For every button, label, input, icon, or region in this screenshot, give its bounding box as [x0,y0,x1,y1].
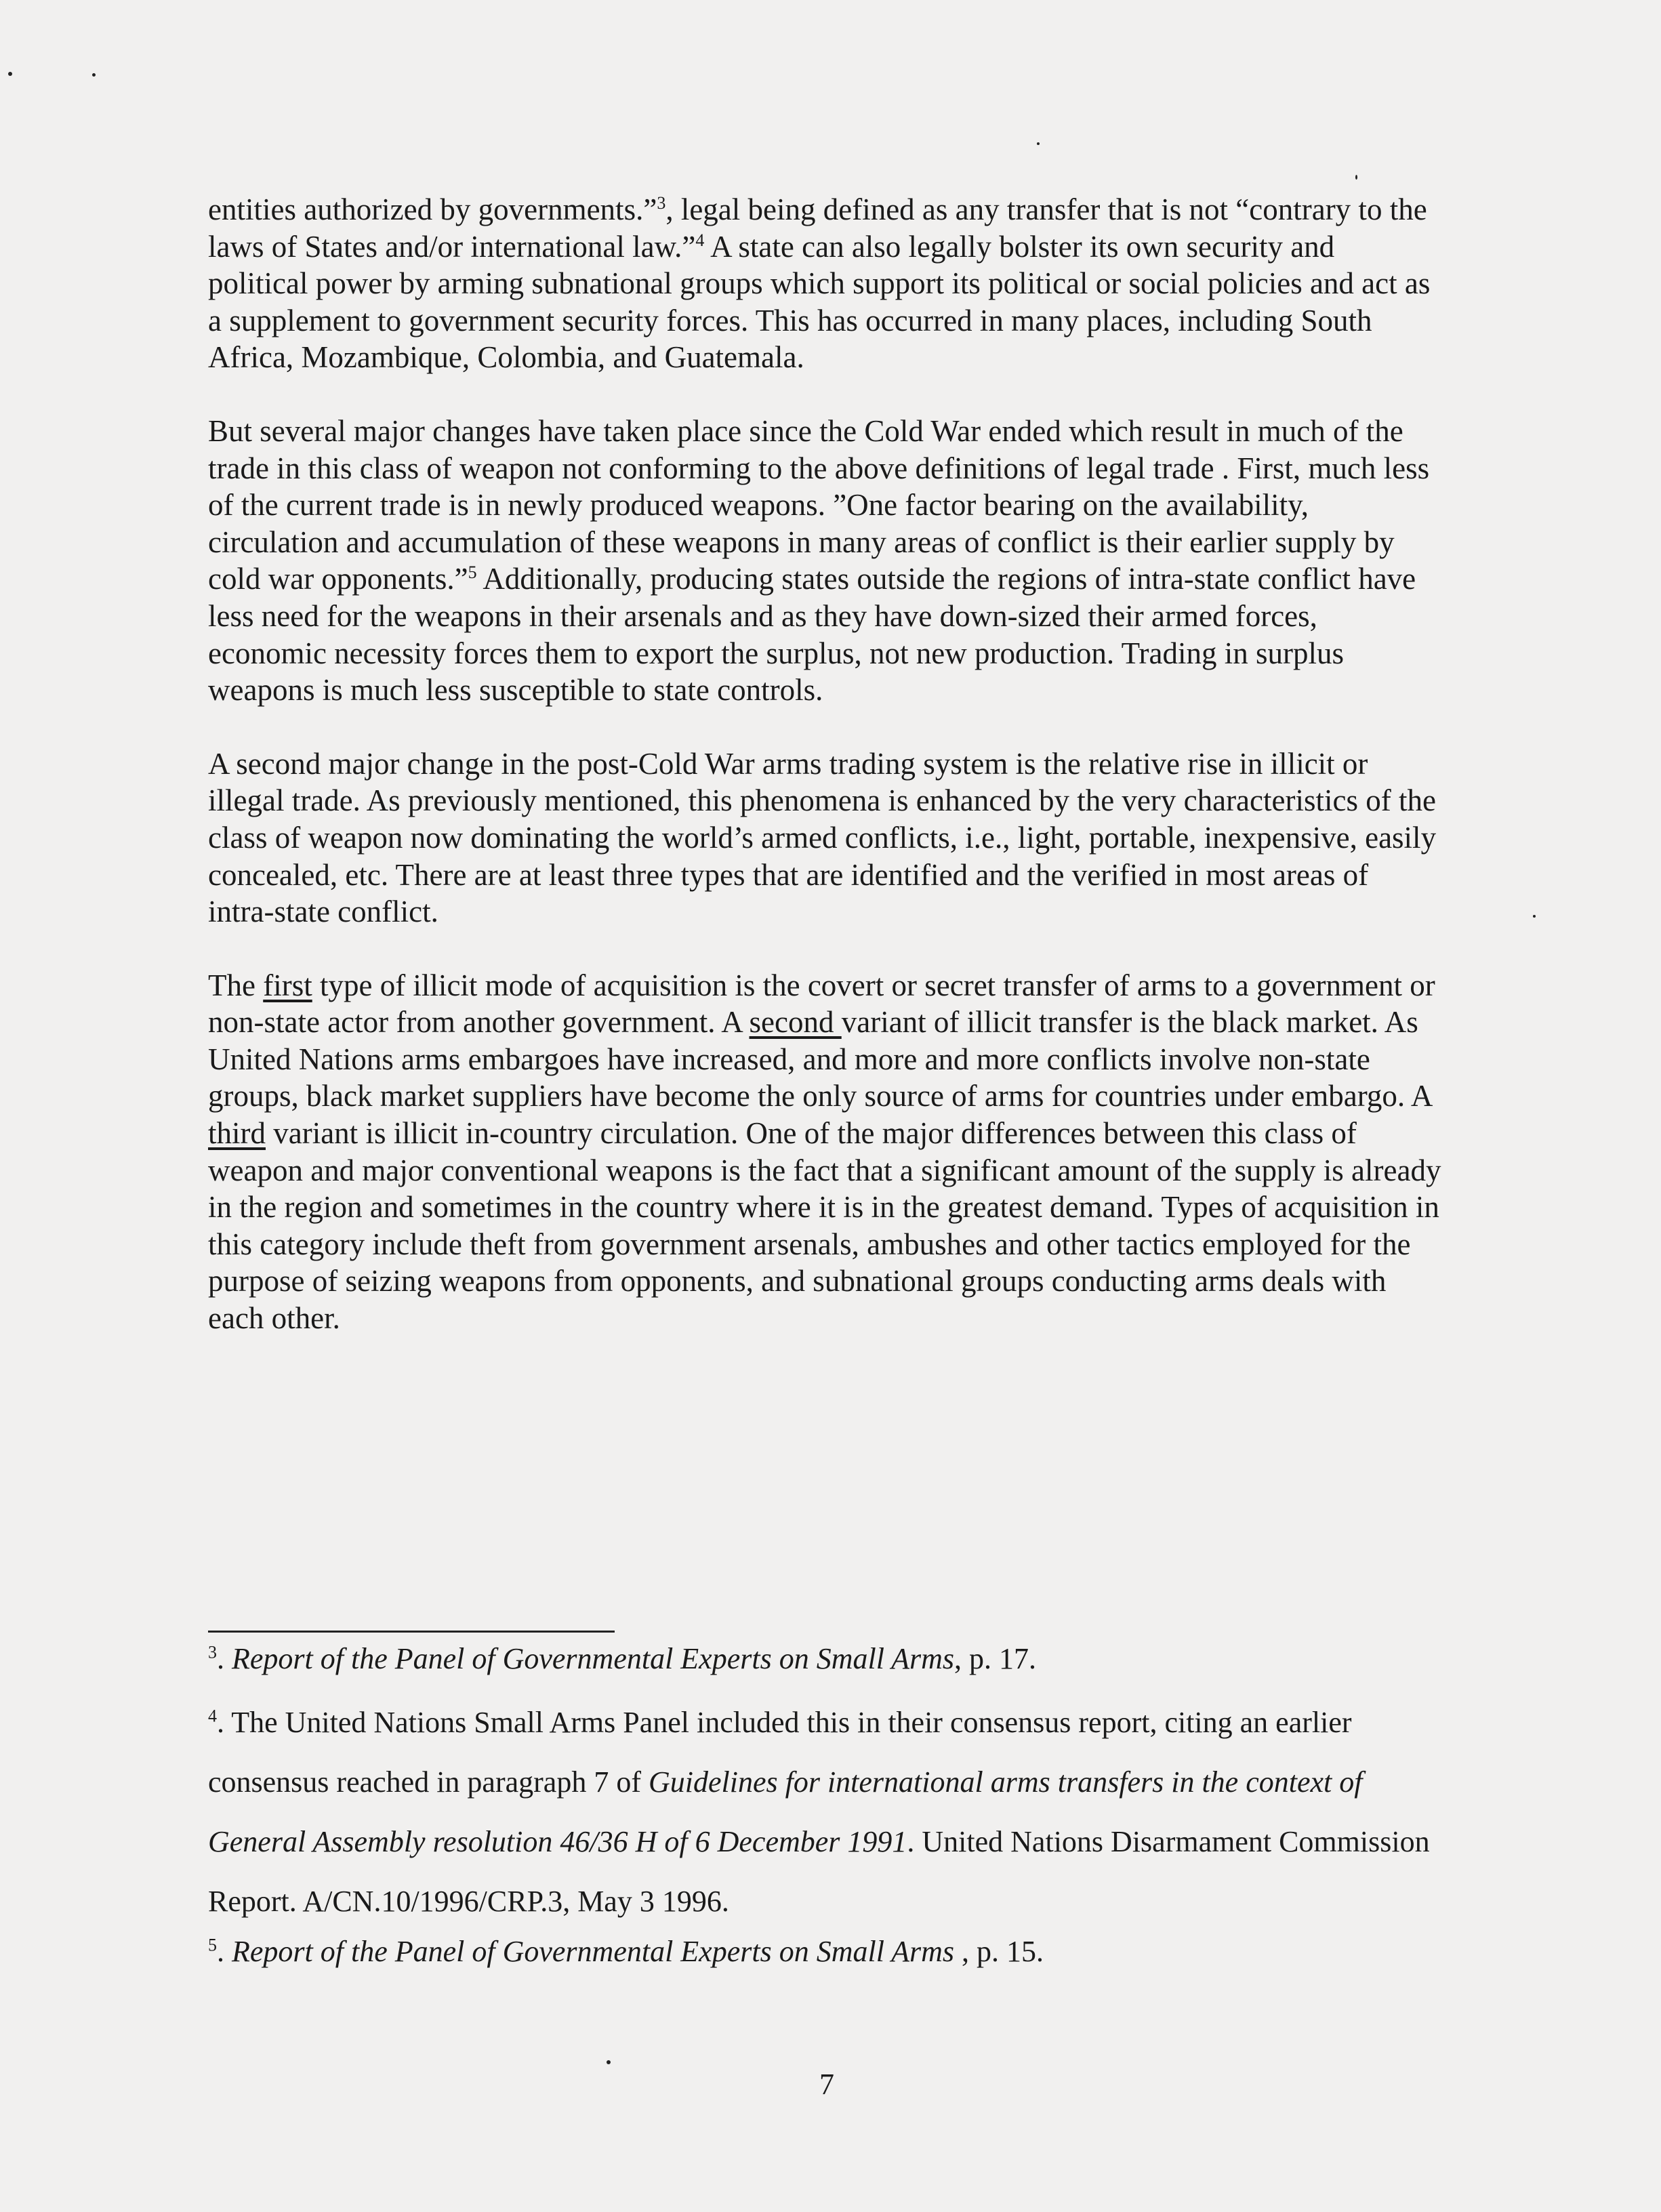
footnote-3 [208,1639,1448,1679]
text-run: . The United Nations Small Arms Panel included this in their consensus report, citing an earlier consensus reached in paragraph 7 of [208,1706,1352,1799]
scan-speck [1037,142,1040,145]
footnote-ref: 5 [468,562,477,583]
paragraph [208,967,1441,1337]
text-run: . United Nations Disarmament Commission Report. A/CN.10/1996/CRP.3, May 3 1996. [208,1825,1430,1918]
paragraph [208,413,1441,709]
text-run: . [217,1935,232,1968]
text-run: variant is illicit in-country circulation. One of the major differences between this class of weapon and major conventional weapons is the fact that a significant amount of the supply is already in the region and sometimes in the country where it is in the greatest demand. Types of acquisition in this category include theft from government arsenals, ambushes and other tactics employed for the purpose of seizing weapons from opponents, and subnational groups conducting arms deals with each other. [208,1116,1441,1336]
paragraph: A second major change in the post-Cold War arms trading system is the relative rise in illicit or illegal trade. As previously mentioned, this phenomena is enhanced by the very characteristics of the class of weapon now dominating the world’s armed conflicts, i.e., light, portable, inexpensive, easily concealed, etc. There are at least three types that are identified and the verified in most areas of intra-state conflict. [208,746,1437,929]
page-number: 7 [819,2068,834,2101]
footnote-5 [208,1931,1448,1972]
text-run: , legal being defined as any transfer that is not “contrary to the laws of States and/or international law.” [208,192,1427,264]
text-run: variant of illicit transfer is the black market. As United Nations arms embargoes have increased, and more and more conflicts involve non-state groups, black market suppliers have become the only source of arms for countries under embargo. A [208,1005,1431,1113]
scan-speck [607,2060,611,2064]
text-run: The [208,968,264,1002]
footnote-number: 5 [208,1935,217,1955]
footnote-divider [208,1631,615,1633]
paragraph [208,191,1441,376]
text-run: A state can also legally bolster its own security and political power by arming subnational groups which support its political or social policies and act as a supplement to government security forces. This has occurred in many places, including South Africa, Mozambique, Colombia, and Guatemala. [208,229,1431,375]
text-run: But several major changes have taken place since the Cold War ended which result in much of the trade in this class of weapon not conforming to the above definitions of legal trade . First, much less of the current trade is in newly produced weapons. ”One factor bearing on the availability, circulation and accumulation of these weapons in many areas of conflict is their earlier supply by cold war opponents.” [208,413,1430,596]
text-run: , p. 15. [954,1935,1044,1968]
underlined-word: first [263,968,312,1002]
footnote-ref: 3 [657,193,666,213]
underlined-word: third [208,1116,266,1151]
citation-title: Report of the Panel of Governmental Experts on Small Arms [232,1642,955,1675]
footnote-ref: 4 [695,230,705,250]
footnote-number: 4 [208,1706,217,1726]
citation-title: Report of the Panel of Governmental Experts on Small Arms [232,1935,955,1968]
citation-title: Guidelines for international arms transfers in the context of General Assembly resolution 46/36 H of 6 December 1991 [208,1765,1363,1858]
scan-speck [92,73,96,77]
scan-speck [1533,915,1536,918]
scan-speck [1355,175,1357,180]
footnote-4 [208,1693,1448,1931]
underlined-word: second [749,1005,842,1040]
text-run: type of illicit mode of acquisition is the covert or secret transfer of arms to a government or non-state actor from another government. A [208,968,1435,1040]
footnote-number: 3 [208,1642,217,1662]
footnotes [208,1639,1448,1986]
text-run: Additionally, producing states outside the regions of intra-state conflict have less need for the weapons in their arsenals and as they have down-sized their armed forces, economic necessity forces them to export the surplus, not new production. Trading in surplus weapons is much less susceptible to state controls. [208,562,1416,708]
text-run: entities authorized by governments.” [208,192,657,226]
text-run: , p. 17. [954,1642,1037,1675]
scan-speck [8,72,12,76]
body-text [208,191,1441,1337]
text-run: . [217,1642,232,1675]
